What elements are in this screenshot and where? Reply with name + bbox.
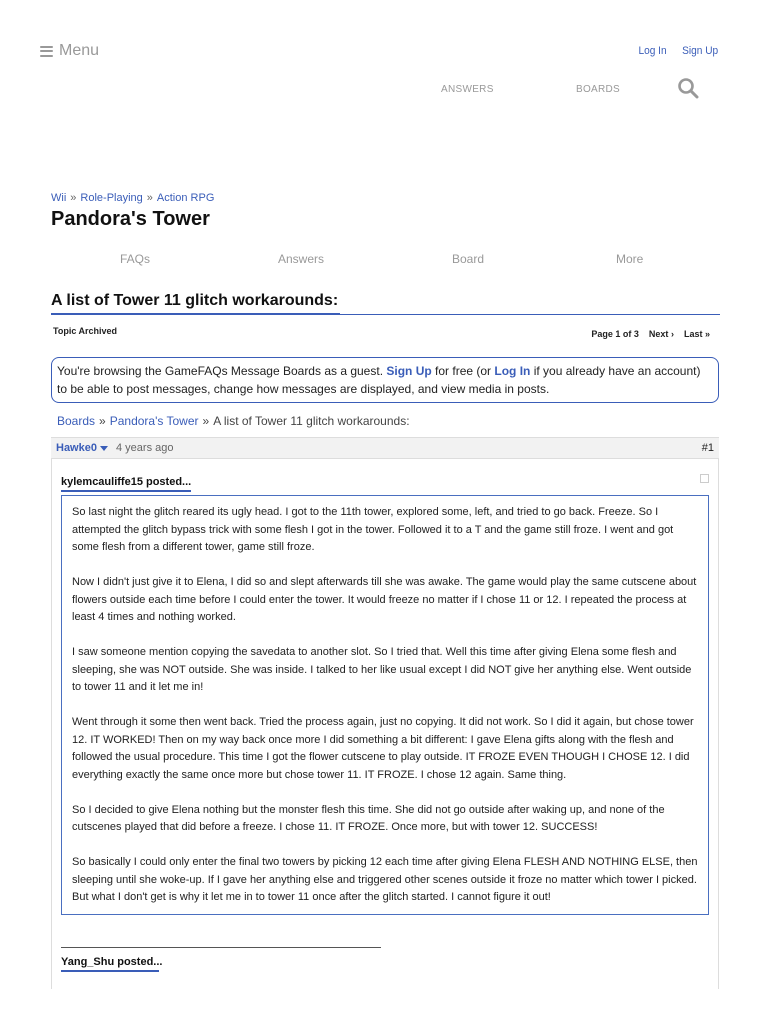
quote-paragraph: So I decided to give Elena nothing but the monster flesh this time. She did not go outside after waking up, and none of the cutscenes played that did before a freeze. I chose 11. IT FROZE. Once more, but with tower 12. SUCCESS! [72, 803, 665, 833]
double-chevron-right-icon: » [704, 329, 710, 339]
last-page-link[interactable] [684, 329, 710, 339]
crumb-subgenre[interactable]: Action RPG [156, 192, 215, 204]
nav-boards[interactable]: BOARDS [576, 84, 621, 95]
search-icon[interactable] [677, 77, 699, 99]
quote-paragraph: Now I didn't just give it to Elena, I did so and slept afterwards till she was awake. The game would play the same cutscene about flowers outside each time before I could enter the tower. It would freeze no matter if I chose 11 or 12. I repeated the process at least 4 times and nothing worked. [72, 576, 697, 623]
tab-faqs[interactable]: FAQs [120, 252, 151, 266]
message-header [51, 437, 719, 459]
guest-notice [51, 357, 719, 403]
caret-down-icon [100, 446, 108, 451]
next-page-link[interactable] [649, 329, 674, 339]
quote-attribution-underline-2 [61, 970, 159, 972]
chevron-right-icon: › [670, 329, 674, 339]
platform-breadcrumb [51, 192, 214, 204]
menu-button[interactable] [40, 42, 99, 60]
hamburger-icon [40, 46, 53, 57]
quote-paragraph: So last night the glitch reared its ugly head. I got to the 11th tower, explored some, left, and tried to go back. Freeze. So I attempted the glitch bypass trick with some flesh I got in the tower. Followed it to a T and the game still froze. I went and got some flesh from a different tower, game still froze. [72, 506, 674, 553]
page-info: Page 1 of 3 [591, 329, 639, 339]
title-underline [51, 313, 340, 315]
quote-attribution-underline [61, 490, 191, 492]
crumb-topic: A list of Tower 11 glitch workarounds: [213, 414, 410, 428]
guest-text-prefix: You're browsing the GameFAQs Message Boards as a guest. [57, 364, 387, 378]
post-border-right [718, 459, 719, 989]
quote-paragraph: I saw someone mention copying the savedata to another slot. So I tried that. Well this time after giving Elena some flesh and sleeping, she was NOT outside. She was inside. I talked to her like usual except I did NOT give her anything else. Went outside to tower 11 and it let me in! [72, 646, 692, 693]
signature-divider [61, 947, 381, 948]
post-age: 4 years ago [116, 442, 174, 454]
quote-paragraph: Went through it some then went back. Tried the process again, just no copying. It did not work. So I did it again, but chose tower 12. IT WORKED! Then on my way back once more I did something a bit different: I gave Elena gifts along with the flesh and followed the usual procedure. This time I got the flower cutscene to play outside. IT FROZE EVEN THOUGH I CHOSE 12. I did everything exactly the same once more but chose tower 11. IT FROZE. I chose 12 again. Same thing. [72, 716, 694, 781]
login-link[interactable]: Log In [638, 45, 667, 57]
author-name: Hawke0 [56, 442, 97, 454]
auth-links [636, 45, 718, 57]
tab-board[interactable]: Board [452, 252, 485, 266]
quote-block [61, 495, 709, 915]
crumb-game[interactable]: Pandora's Tower [109, 414, 199, 428]
next-label: Next [648, 329, 669, 339]
post-border-left [51, 459, 52, 989]
author-menu[interactable] [56, 442, 108, 454]
tab-answers[interactable]: Answers [278, 252, 325, 266]
board-breadcrumb [57, 414, 410, 428]
quote-paragraph: So basically I could only enter the final two towers by picking 12 each time after giving Elena FLESH AND NOTHING ELSE, then sleeping until she woke-up. If I gave her anything else and triggered other scenes outside it froze no matter which tower I picked. But what I don't get is why it let me in to tower 11 once after the glitch started. I cannot figure it out! [72, 856, 698, 903]
crumb-sep: » [146, 192, 153, 204]
crumb-sep: » [70, 192, 77, 204]
menu-label: Menu [59, 42, 100, 59]
game-title: Pandora's Tower [51, 208, 210, 230]
game-tabs [0, 252, 768, 268]
nav-answers[interactable]: ANSWERS [441, 84, 494, 95]
tab-more[interactable]: More [616, 252, 644, 266]
pager [591, 326, 710, 339]
topic-status: Topic Archived [53, 326, 118, 336]
signup-link[interactable]: Sign Up [681, 45, 718, 57]
last-label: Last [683, 329, 703, 339]
crumb-genre[interactable]: Role-Playing [80, 192, 143, 204]
guest-text-middle: for free (or [431, 364, 495, 378]
guest-login-link[interactable]: Log In [494, 364, 531, 378]
message-number[interactable]: #1 [701, 442, 714, 454]
crumb-sep: » [202, 414, 210, 428]
quote-attribution-2: Yang_Shu posted... [61, 956, 163, 968]
crumb-platform[interactable]: Wii [51, 192, 67, 204]
guest-signup-link[interactable]: Sign Up [386, 364, 432, 378]
crumb-boards[interactable]: Boards [57, 414, 96, 428]
topic-title: A list of Tower 11 glitch workarounds: [51, 292, 339, 309]
guest-text-suffix: if you already have an account) to be able to post messages, change how messages are displayed, and view media in posts. [57, 364, 701, 396]
quote-attribution: kylemcauliffe15 posted... [61, 476, 192, 488]
crumb-sep: » [99, 414, 106, 428]
message-checkbox[interactable] [700, 474, 709, 483]
